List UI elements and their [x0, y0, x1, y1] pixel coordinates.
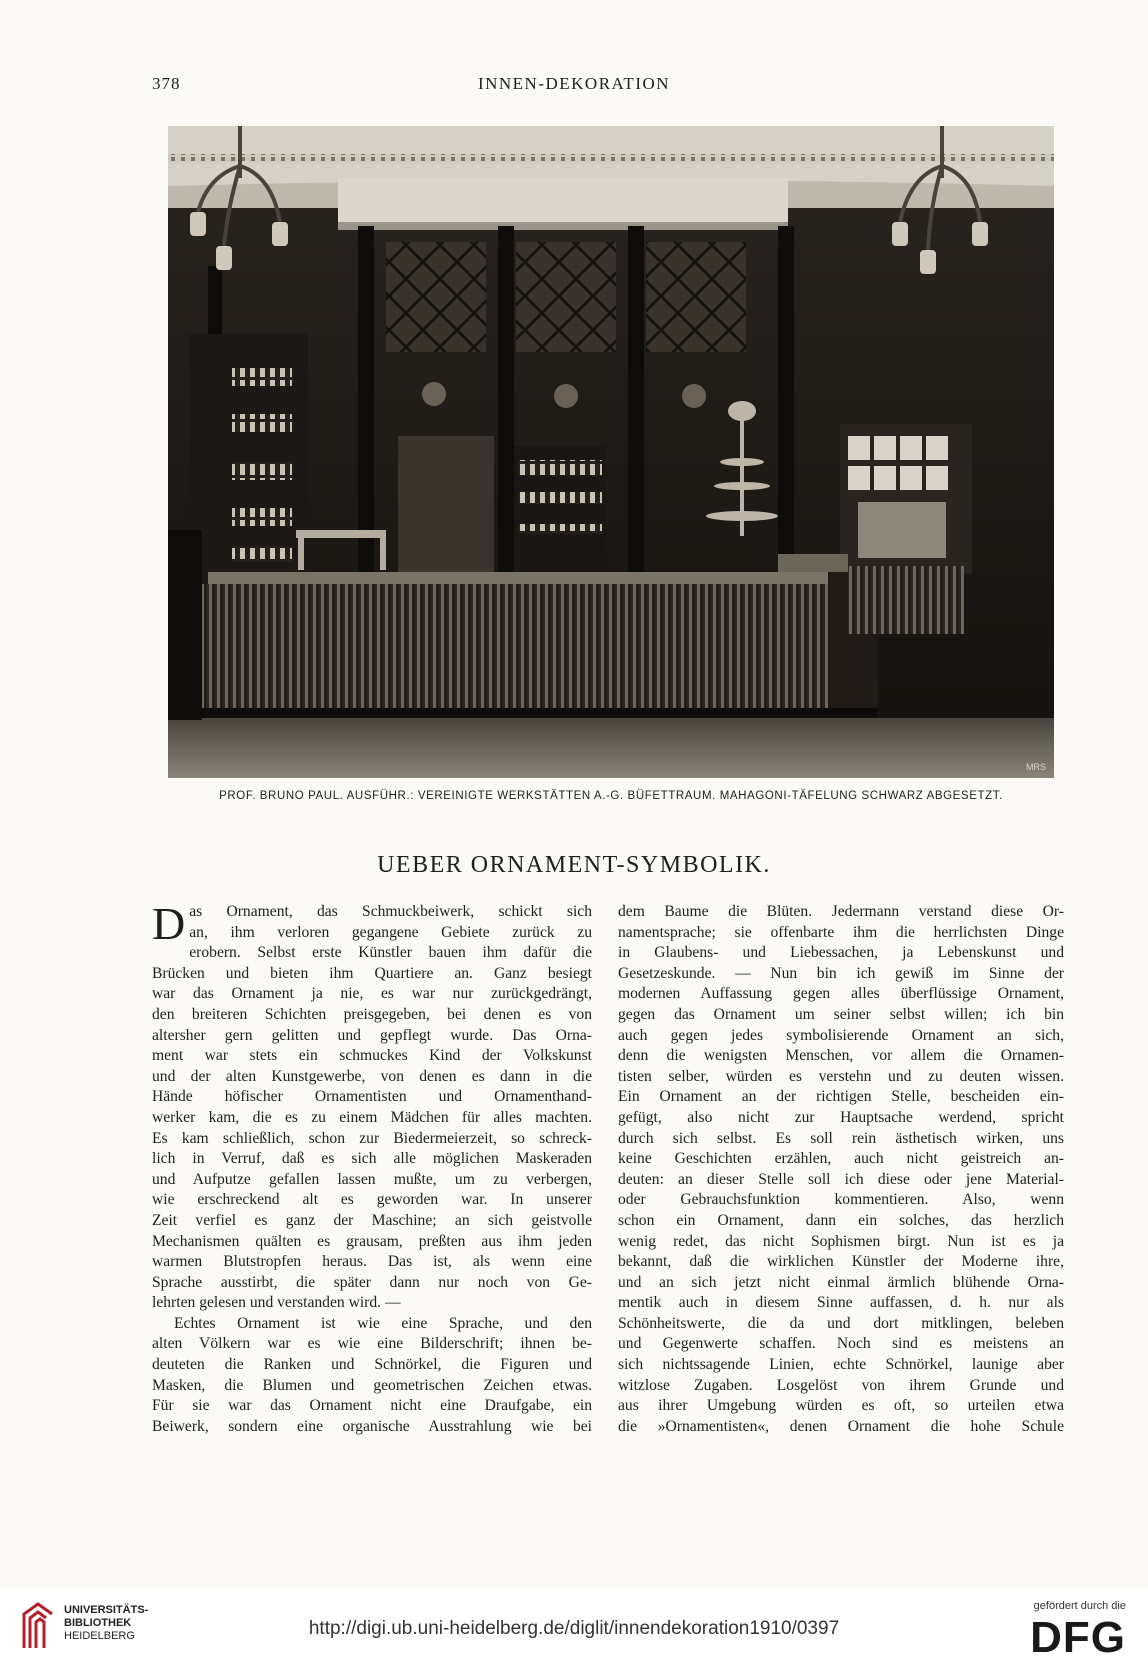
text-line: Gesetzeskunde. — Nun bin ich gewiß im Sinne der — [618, 964, 1064, 982]
text-line: an, ihm verloren gegangene Gebiete zurück zu — [189, 923, 592, 941]
article-title: UEBER ORNAMENT-SYMBOLIK. — [377, 852, 771, 878]
buffet-room-illustration — [168, 126, 1054, 778]
text-line: bekannt, daß die wirklichen Künstler der Moderne ihre, — [618, 1253, 1064, 1271]
text-line: schon ein Ornament, dann ein solches, das herzlich — [618, 1211, 1064, 1229]
text-line: aus ihrer Umgebung würden es oft, so urteilen etwa — [618, 1397, 1064, 1415]
text-line: lehrten gelesen und verstanden wird. — — [152, 1294, 401, 1312]
text-line: oder Gebrauchsfunktion kommentieren. Also, wenn — [618, 1191, 1064, 1209]
text-line: warmen Blutstropfen heraus. Das ist, als wenn eine — [152, 1253, 592, 1271]
text-line: lich in Verruf, daß es sich alle möglichen Maskeraden — [152, 1150, 592, 1168]
interior-photograph — [168, 126, 1054, 778]
source-url-link[interactable]: http://digi.ub.uni-heidelberg.de/diglit/innendekoration1910/0397 — [308, 1618, 840, 1639]
right-column — [618, 902, 1064, 1437]
library-name-line: HEIDELBERG — [64, 1630, 135, 1642]
text-line: modernen Auffassung gegen alles überflüssige Ornament, — [618, 985, 1064, 1003]
page-header — [0, 74, 1148, 98]
running-head: INNEN-DEKORATION — [477, 74, 671, 93]
text-line: Echtes Ornament ist wie eine Sprache, und den — [174, 1314, 592, 1332]
text-line: deuten: an dieser Stelle soll ich diese oder jene Material- — [618, 1170, 1064, 1188]
text-line: Brücken und bieten ihm Quartiere an. Ganz besiegt — [152, 964, 592, 982]
text-line: auch gegen jedes symbolisierende Ornament an sich, — [618, 1026, 1064, 1044]
text-line: denn die wenigsten Menschen, vor allem die Ornamen- — [618, 1047, 1064, 1065]
text-line: wenig redet, das nicht Sophismen birgt. Nun ist es ja — [618, 1232, 1064, 1250]
text-line: mentik auch in diesem Sinne auffassen, d. h. nur als — [618, 1294, 1064, 1312]
text-line: und Aufputze gefallen lassen mußte, um zu verbergen, — [152, 1170, 592, 1188]
library-name-line: UNIVERSITÄTS- — [64, 1604, 149, 1616]
text-line: in Glaubens- und Liebessachen, ja Lebenskunst und — [618, 944, 1064, 962]
photo-credit: MRS — [1026, 762, 1046, 772]
text-line: und Gegenwerte schaffen. Noch sind es meistens an — [618, 1335, 1064, 1353]
funded-by-label: gefördert durch die — [1033, 1600, 1126, 1612]
text-line: altersher gern gelitten und gepflegt wurde. Das Orna- — [152, 1026, 592, 1044]
text-line: keine Geschichten erzählen, auch nicht geistreich an- — [618, 1150, 1064, 1168]
text-line: gegen das Ornament um seiner selbst willen; ich bin — [618, 1005, 1064, 1023]
digitization-footer — [0, 1588, 1148, 1670]
text-line: war das Ornament ja nie, es war nur zurückgedrängt, — [152, 985, 592, 1003]
text-line: deuteten die Ranken und Schnörkel, die Figuren und — [152, 1356, 592, 1374]
text-line: ment war stets ein schmuckes Kind der Volkskunst — [152, 1047, 592, 1065]
text-line: Mechanismen quälten es grausam, preßten aus ihm jeden — [152, 1232, 592, 1250]
text-line: Sprache ausstirbt, die später dann nur noch von Ge- — [152, 1273, 592, 1291]
text-line: gefügt, also nicht zur Hauptsache werdend, spricht — [618, 1108, 1064, 1126]
text-line: Masken, die Blumen und geometrischen Zeichen etwas. — [152, 1376, 592, 1394]
text-line: werker kam, die es zu einem Mädchen für alles machten. — [152, 1108, 592, 1126]
text-line: und der alten Kunstgewerbe, von denen es dann in die — [152, 1067, 592, 1085]
text-line: Hände höfischer Ornamentisten und Ornamenthand- — [152, 1088, 592, 1106]
text-line: Ein Ornament an der richtigen Stelle, bescheiden ein- — [618, 1088, 1064, 1106]
text-line: dem Baume die Blüten. Jedermann verstand diese Or- — [618, 903, 1064, 920]
dfg-logo: DFG — [1030, 1613, 1126, 1662]
text-line: Für sie war das Ornament nicht eine Draufgabe, ein — [152, 1397, 592, 1415]
left-column — [152, 898, 592, 1437]
text-line: tisten selber, würden es verstehn und zu deuten wissen. — [618, 1067, 1064, 1085]
text-line: erobern. Selbst erste Künstler bauen ihm dafür die — [189, 944, 592, 962]
text-line: den breiteren Schichten preisgegeben, bei denen es von — [152, 1005, 592, 1023]
text-line: as Ornament, das Schmuckbeiwerk, schickt sich — [189, 903, 592, 920]
photo-caption: PROF. BRUNO PAUL. AUSFÜHR.: VEREINIGTE WERKSTÄTTEN A.-G. BÜFETTRAUM. MAHAGONI-TÄFELUNG SCHWARZ ABGESETZT. — [219, 790, 1003, 802]
text-line: die »Ornamentisten«, denen Ornament die hohe Schule — [618, 1417, 1064, 1435]
text-line: alten Völkern war es wie eine Bilderschrift; ihnen be- — [152, 1335, 592, 1353]
page-number: 378 — [152, 74, 181, 93]
text-line: und an sich jetzt nicht einmal ärmlich blühende Orna- — [618, 1273, 1064, 1291]
text-line: sich nichtssagende Linien, echte Schnörkel, launige aber — [618, 1356, 1064, 1374]
drop-cap: D — [152, 898, 186, 949]
text-line: Schönheitswerte, die da und dort mitklingen, beleben — [618, 1314, 1064, 1332]
text-line: namentsprache; sie offenbarte ihm die herrlichsten Dinge — [618, 923, 1064, 941]
text-line: durch sich selbst. Es soll rein ästhetisch wirken, uns — [618, 1129, 1064, 1147]
library-name-line: BIBLIOTHEK — [64, 1617, 132, 1629]
text-line: Beiwerk, sondern eine organische Ausstrahlung wie bei — [152, 1417, 592, 1435]
text-line: Es kam schließlich, schon zur Biedermeierzeit, so schreck- — [152, 1129, 592, 1147]
text-line: wie erschreckend alt es geworden war. In unserer — [152, 1191, 592, 1209]
text-line: witzlose Zugaben. Losgelöst von ihrem Grunde und — [618, 1376, 1064, 1394]
text-line: Zeit verfiel es ganz der Maschine; an sich geistvolle — [152, 1211, 592, 1229]
